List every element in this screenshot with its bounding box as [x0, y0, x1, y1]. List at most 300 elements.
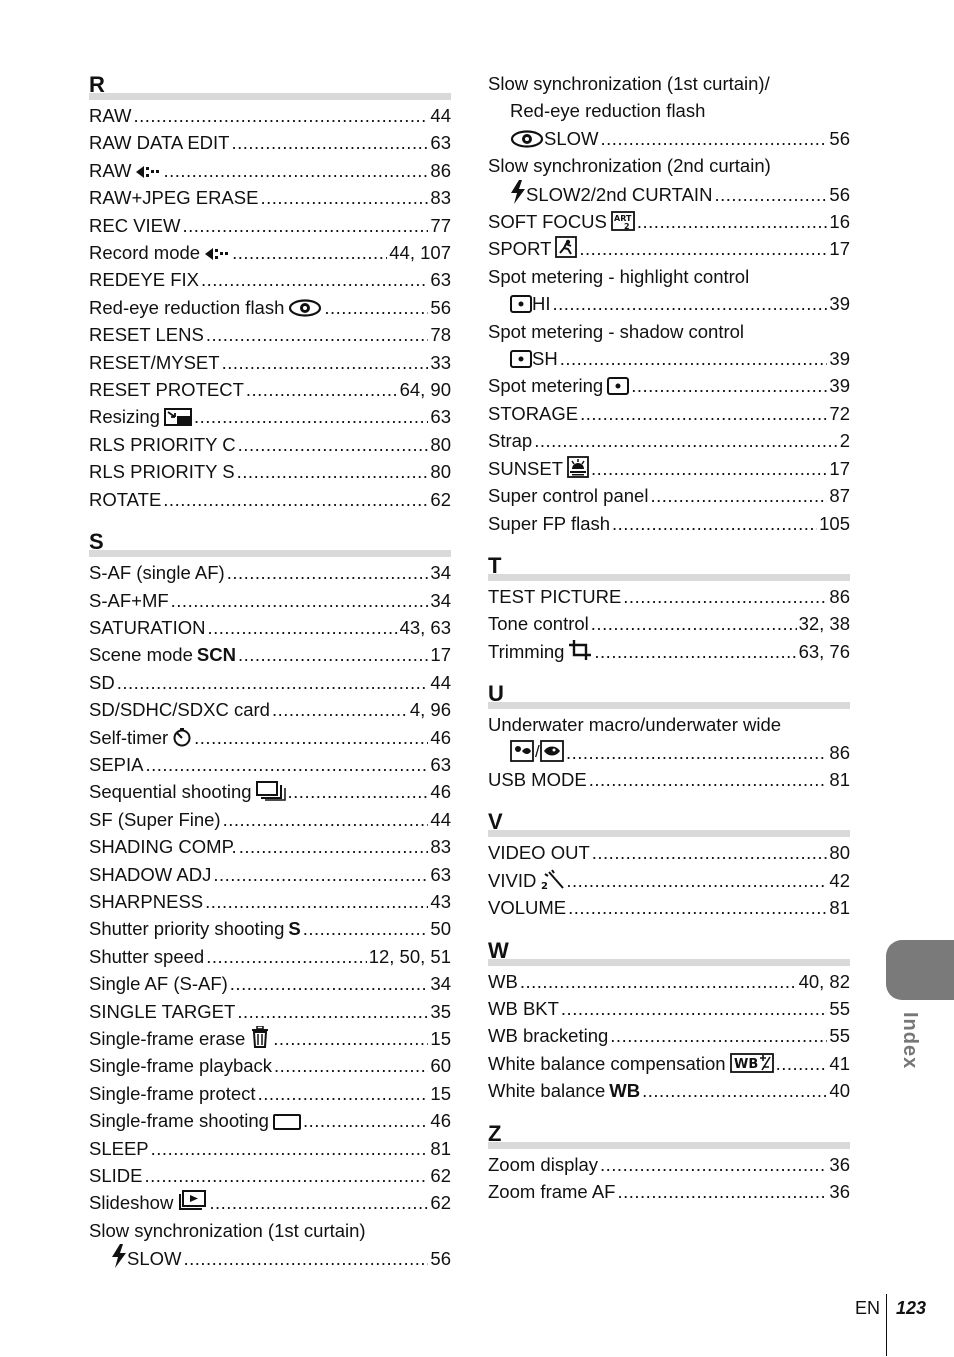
page-references: 80	[430, 433, 451, 455]
entry-label: SF (Super Fine)	[89, 808, 221, 830]
page-references: 72	[829, 402, 850, 424]
entry-label: VIDEO OUT	[488, 842, 590, 864]
entry-label: RESET LENS	[89, 324, 204, 346]
svg-text:WB: WB	[733, 1056, 758, 1072]
leader-dots	[600, 1151, 827, 1178]
mode-glyph: WB	[609, 1080, 641, 1102]
entry-label: Scene mode	[89, 644, 193, 666]
index-entry	[89, 403, 451, 430]
index-entry	[89, 458, 451, 485]
entry-label: SLOW	[544, 127, 599, 149]
leader-dots	[183, 1245, 428, 1272]
entry-label: RESET PROTECT	[89, 379, 244, 401]
page-references: 2	[839, 430, 850, 452]
page-references: 63	[430, 132, 451, 154]
sport-icon	[551, 238, 577, 259]
page-number: 123	[896, 1298, 927, 1318]
index-entry	[488, 427, 850, 454]
leader-dots	[230, 970, 429, 997]
entry-label: Slow synchronization (1st curtain)	[89, 1219, 366, 1241]
entry-label: Strap	[488, 430, 533, 452]
page-references: 63	[430, 753, 451, 775]
index-entry	[89, 129, 451, 156]
index-entry	[89, 1052, 451, 1079]
section-rule	[89, 550, 451, 557]
index-entry	[89, 486, 451, 513]
leader-dots	[163, 157, 428, 184]
flash-icon	[111, 1248, 127, 1269]
index-entry	[89, 349, 451, 376]
section-letter: R	[89, 72, 105, 97]
section-gap	[488, 537, 850, 551]
trash-icon	[245, 1028, 271, 1049]
index-entry	[488, 400, 850, 427]
art-filter-icon	[607, 211, 635, 232]
page-references: 80	[829, 842, 850, 864]
entry-label: White balance compensation	[488, 1052, 726, 1074]
leader-dots	[239, 833, 429, 860]
leader-dots	[553, 290, 828, 317]
entry-label: Slow synchronization (2nd curtain)	[488, 155, 771, 177]
entry-label: Spot metering - highlight control	[488, 265, 750, 287]
section-letter: S	[89, 529, 104, 555]
page-references: 62	[430, 1165, 451, 1187]
leader-dots	[610, 1022, 827, 1049]
entry-label: Sequential shooting	[89, 781, 252, 803]
leader-dots	[272, 696, 408, 723]
section-gap	[89, 513, 451, 527]
page-references: 64, 90	[399, 379, 451, 401]
leader-dots	[206, 943, 367, 970]
section-header	[89, 72, 451, 102]
entry-label: Shutter speed	[89, 945, 205, 967]
entry-label: SLIDE	[89, 1165, 143, 1187]
entry-label: SH	[532, 348, 558, 370]
svg-text:ART: ART	[613, 214, 632, 224]
index-entry	[89, 1162, 451, 1189]
page-references: 46	[430, 781, 451, 803]
entry-label: RLS PRIORITY S	[89, 461, 235, 483]
entry-label: RESET/MYSET	[89, 351, 220, 373]
index-entry	[488, 455, 850, 482]
index-entry	[89, 157, 451, 184]
index-entry	[89, 239, 451, 266]
index-entry	[89, 587, 451, 614]
page-references: 40	[829, 1080, 850, 1102]
index-entry	[89, 1080, 451, 1107]
index-entry	[89, 669, 451, 696]
index-entry	[89, 266, 451, 293]
leader-dots	[209, 1189, 428, 1216]
page-references: 44	[430, 105, 451, 126]
index-entry	[89, 1135, 451, 1162]
section-gap	[488, 793, 850, 807]
page-references: 32, 38	[798, 613, 850, 635]
index-entry	[89, 915, 451, 942]
page-references: 17	[829, 238, 850, 260]
leader-dots	[194, 403, 428, 430]
entry-label: Red-eye reduction flash	[510, 100, 706, 122]
section-rule	[488, 959, 850, 966]
entry-label: SINGLE TARGET	[89, 1000, 236, 1022]
quality-icon	[131, 160, 161, 181]
mode-glyph: S	[288, 918, 301, 940]
index-entry	[89, 888, 451, 915]
index-entry	[488, 345, 850, 372]
entry-label: Underwater macro/underwater wide	[488, 714, 782, 736]
page-references: 55	[829, 997, 850, 1019]
index-entry	[488, 372, 850, 399]
entry-label: RLS PRIORITY C	[89, 433, 236, 455]
section-rule	[488, 830, 850, 837]
red-eye-icon	[284, 297, 322, 318]
index-entry	[488, 125, 850, 152]
page-references: 63	[430, 863, 451, 885]
index-entry	[89, 1107, 451, 1134]
entry-label: Resizing	[89, 406, 160, 428]
leader-dots	[589, 766, 828, 793]
leader-dots	[591, 455, 827, 482]
entry-label: Slow synchronization (1st curtain)/	[488, 73, 770, 94]
entry-label: WB BKT	[488, 997, 559, 1019]
page-references: 81	[829, 768, 850, 790]
leader-dots	[144, 1162, 428, 1189]
index-entry	[488, 482, 850, 509]
leader-dots	[623, 583, 827, 610]
entry-label: REC VIEW	[89, 214, 181, 236]
index-entry	[488, 766, 850, 793]
page-references: 40, 82	[798, 970, 850, 992]
leader-dots	[612, 510, 817, 537]
index-entry	[89, 1025, 451, 1052]
index-entry	[89, 970, 451, 997]
page-references: 86	[829, 741, 850, 763]
entry-label: SOFT FOCUS	[488, 211, 607, 233]
leader-dots	[238, 431, 429, 458]
section-gap	[488, 665, 850, 679]
page-references: 41	[829, 1052, 850, 1074]
mode-glyph: SCN	[196, 644, 236, 666]
wb-comp-icon	[726, 1053, 774, 1074]
entry-label: SLOW	[127, 1248, 182, 1270]
entry-label: Spot metering - shadow control	[488, 320, 745, 342]
svg-text:/: /	[535, 741, 540, 761]
index-entry	[89, 184, 451, 211]
entry-label: Slideshow	[89, 1192, 174, 1214]
page-references: 15	[430, 1082, 451, 1104]
index-entry	[89, 431, 451, 458]
entry-label: RAW	[89, 105, 132, 126]
entry-label: Single-frame erase	[89, 1028, 246, 1049]
page-references: 35	[430, 1000, 451, 1022]
leader-dots	[201, 266, 428, 293]
section-letter: V	[488, 809, 503, 835]
entry-label: Spot metering	[488, 375, 604, 397]
index-entry	[488, 235, 850, 262]
index-entry	[89, 778, 451, 805]
entry-label: STORAGE	[488, 402, 579, 424]
leader-dots	[591, 610, 797, 637]
section-rule	[488, 574, 850, 581]
entry-label: SHADING COMP.	[89, 836, 237, 858]
page-references: 63	[430, 269, 451, 291]
entry-label: S-AF+MF	[89, 589, 169, 611]
section-letter: W	[488, 937, 509, 963]
footer-divider	[886, 1294, 887, 1356]
svg-text:2: 2	[541, 880, 549, 890]
section-rule	[488, 702, 850, 709]
entry-label: Record mode	[89, 242, 201, 264]
index-entry-heading	[488, 263, 850, 290]
index-entry	[89, 696, 451, 723]
section-header	[89, 529, 451, 559]
section-header	[488, 553, 850, 583]
entry-label: Trimming	[488, 640, 565, 662]
spot-metering-icon	[510, 348, 532, 369]
page-references: 16	[829, 211, 850, 233]
leader-dots	[182, 212, 428, 239]
page-references: 39	[829, 348, 850, 370]
index-entry	[488, 968, 850, 995]
leader-dots	[273, 1025, 428, 1052]
entry-label: REDEYE FIX	[89, 269, 199, 291]
index-entry	[488, 583, 850, 610]
page-references: 78	[430, 324, 451, 346]
page-references: 56	[829, 127, 850, 149]
page-references: 56	[829, 183, 850, 205]
leader-dots	[579, 235, 827, 262]
leader-dots	[592, 839, 828, 866]
index-entry	[488, 739, 850, 766]
index-entry	[89, 212, 451, 239]
index-entry	[89, 1244, 451, 1272]
leader-dots	[151, 1135, 429, 1162]
page-references: 56	[430, 296, 451, 318]
entry-label: WB	[488, 970, 518, 992]
index-entry	[488, 610, 850, 637]
entry-label: Single-frame playback	[89, 1055, 273, 1077]
index-entry	[89, 376, 451, 403]
entry-label: Zoom display	[488, 1153, 599, 1175]
leader-dots	[231, 129, 428, 156]
leader-dots	[207, 614, 397, 641]
index-entry	[89, 861, 451, 888]
entry-label: TEST PICTURE	[488, 585, 622, 607]
leader-dots	[238, 641, 428, 668]
page-references: 81	[829, 897, 850, 919]
page-references: 34	[430, 973, 451, 995]
page-references: 43, 63	[399, 616, 451, 638]
page-references: 17	[430, 644, 451, 666]
index-entry	[488, 510, 850, 537]
section-letter: Z	[488, 1120, 502, 1146]
leader-dots	[133, 102, 428, 129]
entry-label: Super FP flash	[488, 512, 611, 534]
page-references: 62	[430, 1192, 451, 1214]
page-references: 86	[829, 585, 850, 607]
leader-dots	[580, 400, 827, 427]
slideshow-icon	[173, 1192, 207, 1213]
index-entry	[488, 1050, 850, 1077]
leader-dots	[146, 751, 429, 778]
page-references: 44	[430, 808, 451, 830]
section-gap	[488, 922, 850, 936]
self-timer-icon	[168, 727, 192, 748]
entry-label: RAW DATA EDIT	[89, 132, 230, 154]
page-references: 63, 76	[798, 640, 850, 662]
leader-dots	[223, 806, 429, 833]
entry-label: SLEEP	[89, 1137, 149, 1159]
leader-dots	[260, 184, 428, 211]
leader-dots	[568, 894, 827, 921]
single-frame-icon	[269, 1110, 301, 1131]
entry-label: SPORT	[488, 238, 552, 260]
leader-dots	[222, 349, 429, 376]
page-references: 42	[829, 869, 850, 891]
entry-label: SLOW2/2nd CURTAIN	[526, 183, 713, 205]
index-column-right	[488, 70, 850, 1205]
entry-label: ROTATE	[89, 488, 162, 510]
entry-label: RAW	[89, 159, 132, 181]
index-entry	[488, 180, 850, 208]
leader-dots	[237, 998, 428, 1025]
entry-label: USB MODE	[488, 768, 587, 790]
spot-metering-icon	[510, 293, 532, 314]
leader-dots	[237, 458, 429, 485]
index-column-left	[89, 70, 451, 1273]
leader-dots	[566, 867, 827, 894]
entry-label: SHARPNESS	[89, 890, 204, 912]
page-references: 4, 96	[409, 699, 451, 721]
entry-label: VOLUME	[488, 897, 567, 919]
section-header	[488, 809, 850, 839]
entry-label: SEPIA	[89, 753, 144, 775]
quality-icon	[200, 242, 230, 263]
leader-dots	[213, 861, 428, 888]
index-entry	[89, 943, 451, 970]
entry-label: S-AF (single AF)	[89, 562, 225, 584]
page-references: 50	[430, 918, 451, 940]
entry-label: Single-frame protect	[89, 1082, 256, 1104]
section-header	[488, 938, 850, 968]
index-entry	[488, 290, 850, 317]
page-references: 56	[430, 1248, 451, 1270]
entry-label: SHADOW ADJ	[89, 863, 212, 885]
svg-text:2: 2	[623, 222, 630, 232]
index-entry	[89, 724, 451, 751]
index-entry	[89, 614, 451, 641]
leader-dots	[206, 321, 429, 348]
leader-dots	[637, 208, 828, 235]
leader-dots	[650, 482, 827, 509]
page-references: 36	[829, 1153, 850, 1175]
leader-dots	[194, 724, 428, 751]
entry-label: SATURATION	[89, 616, 206, 638]
page-references: 12, 50, 51	[368, 945, 451, 967]
entry-label: VIVID	[488, 869, 537, 891]
resize-icon	[160, 406, 192, 427]
entry-label: Super control panel	[488, 485, 649, 507]
entry-label: Tone control	[488, 613, 589, 635]
index-entry	[89, 751, 451, 778]
index-entry	[488, 1178, 850, 1205]
page-references: 60	[430, 1055, 451, 1077]
page-references: 87	[829, 485, 850, 507]
index-entry-heading	[89, 1217, 451, 1244]
index-entry	[89, 1189, 451, 1216]
page-references: 83	[430, 187, 451, 209]
entry-label: Self-timer	[89, 726, 169, 748]
page-references: 62	[430, 488, 451, 510]
leader-dots	[303, 1107, 428, 1134]
entry-label: Single AF (S-AF)	[89, 973, 228, 995]
index-entry-heading	[488, 97, 850, 124]
index-entry	[488, 208, 850, 235]
entry-label: Red-eye reduction flash	[89, 296, 285, 318]
index-side-label: Index	[899, 1012, 921, 1070]
entry-label: Single-frame shooting	[89, 1110, 269, 1132]
page-references: 83	[430, 836, 451, 858]
page-references: 36	[829, 1181, 850, 1202]
leader-dots	[520, 968, 797, 995]
index-entry	[488, 1022, 850, 1049]
entry-label: SUNSET	[488, 457, 564, 479]
flash-icon	[510, 184, 526, 205]
page-references: 55	[829, 1025, 850, 1047]
leader-dots	[274, 1052, 428, 1079]
leader-dots	[560, 345, 828, 372]
page-references: 43	[430, 890, 451, 912]
leader-dots	[594, 638, 796, 665]
leader-dots	[617, 1178, 827, 1205]
section-letter: U	[488, 681, 504, 707]
red-eye-icon	[510, 128, 544, 149]
entry-label: HI	[532, 293, 551, 315]
section-letter: T	[488, 552, 502, 578]
leader-dots	[324, 294, 428, 321]
language-code: EN	[855, 1298, 881, 1318]
leader-dots	[714, 181, 827, 208]
leader-dots	[227, 559, 429, 586]
index-entry	[89, 833, 451, 860]
page-references: 33	[430, 351, 451, 373]
leader-dots	[566, 739, 827, 766]
page-references: 44	[430, 671, 451, 693]
page-references: 81	[430, 1137, 451, 1159]
leader-dots	[205, 888, 428, 915]
index-entry	[89, 641, 451, 668]
entry-label: WB bracketing	[488, 1025, 609, 1047]
leader-dots	[258, 1080, 429, 1107]
leader-dots	[642, 1077, 827, 1104]
page-references: 77	[430, 214, 451, 236]
index-entry-heading	[488, 70, 850, 97]
index-entry	[488, 894, 850, 921]
index-entry-heading	[488, 318, 850, 345]
leader-dots	[163, 486, 428, 513]
index-entry	[89, 998, 451, 1025]
leader-dots	[776, 1050, 828, 1077]
index-entry	[89, 559, 451, 586]
entry-label: SD/SDHC/SDXC card	[89, 699, 270, 721]
leader-dots	[534, 427, 837, 454]
page-references: 86	[430, 159, 451, 181]
leader-dots	[561, 995, 828, 1022]
index-entry	[488, 867, 850, 894]
page-references: 44, 107	[389, 242, 451, 264]
sunset-icon	[563, 458, 589, 479]
page-references: 39	[829, 293, 850, 315]
